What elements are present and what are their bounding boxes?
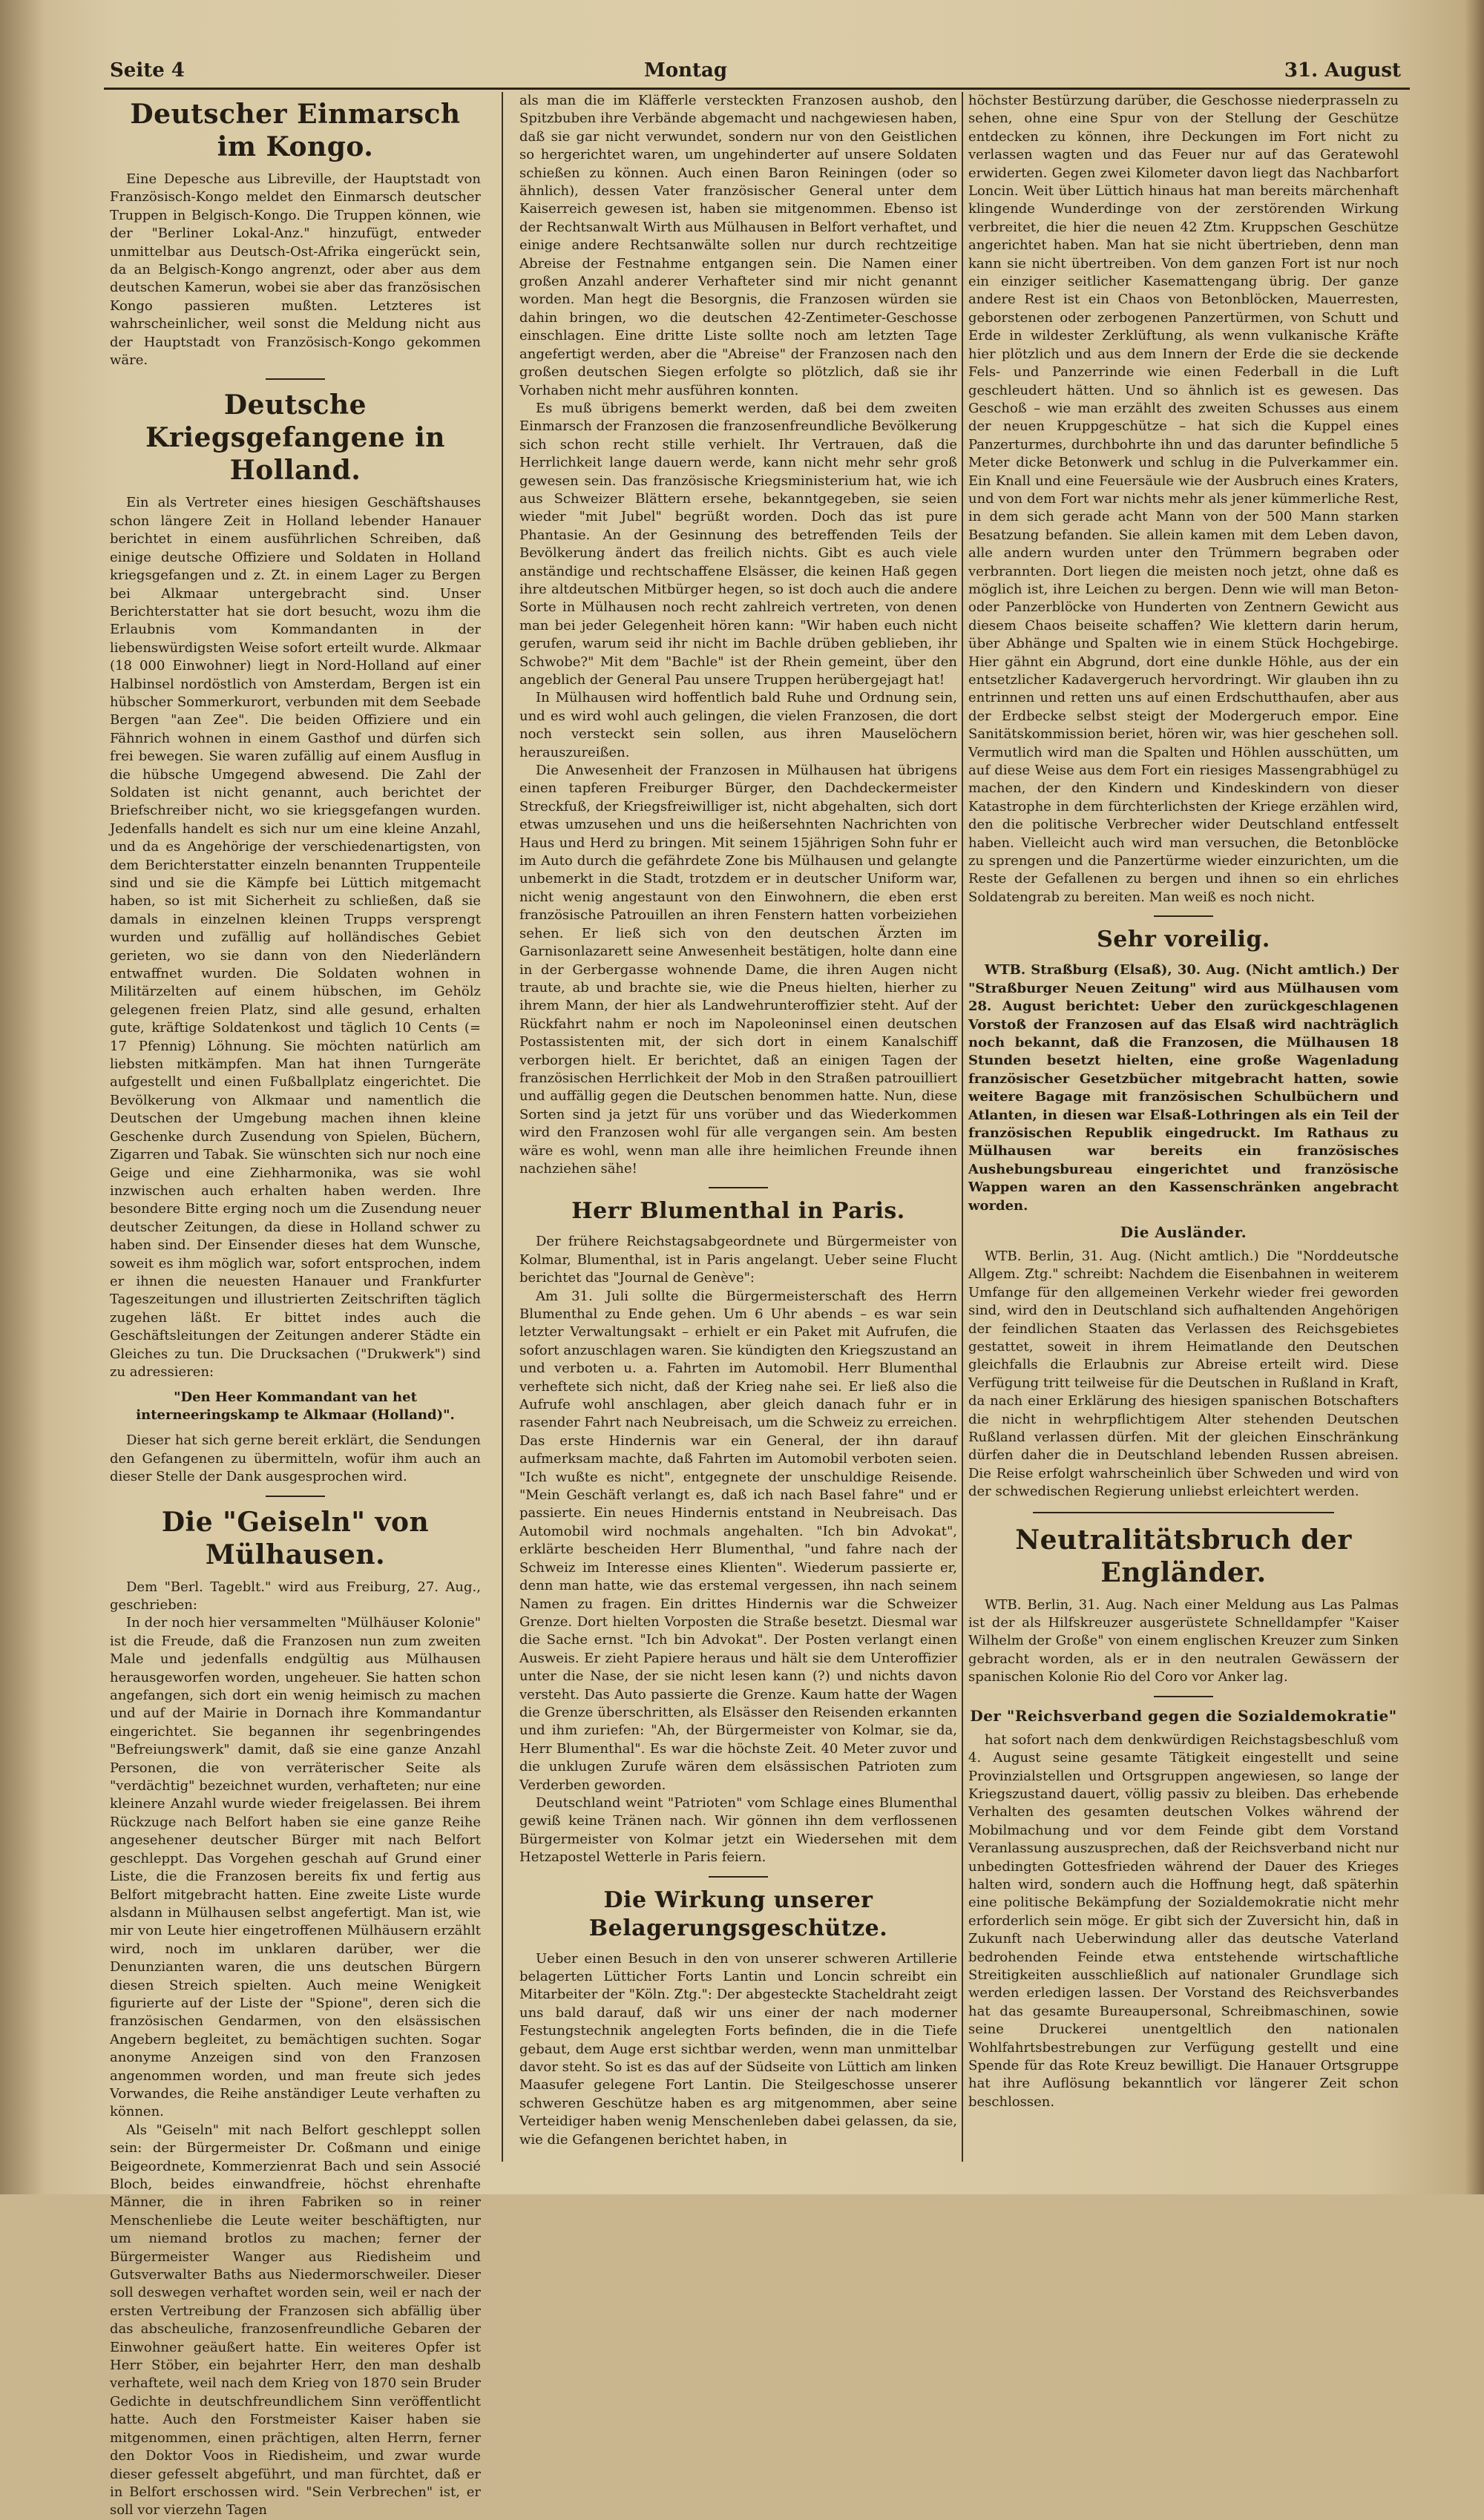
column-3 xyxy=(968,92,1399,2162)
article-headline: Deutscher Einmarsch im Kongo. xyxy=(130,99,461,162)
article-paragraph: Dieser hat sich gerne bereit erklärt, die Sendungen den Gefangenen zu übermitteln, wofür ihm auch an dieser Stelle der Dank ausgesprochen wird. xyxy=(110,1432,481,1485)
article-headline: Sehr voreilig. xyxy=(1097,927,1270,953)
article-neutralitaetsbruch xyxy=(968,1524,1399,1687)
separator xyxy=(1033,1512,1334,1513)
article-paragraph: In der noch hier versammelten "Mülhäuser Kolonie" ist die Freude, daß die Franzosen nun zum zweiten Male und jedenfalls endgültig aus Mülhausen herausgeworfen worden, ungeheuer. Sie hatten schon angefangen, sich dort ein wenig heimisch zu machen und auf der Mairie in Dornach ihre Kommandantur eingerichtet. Sie begannen ihr segenbringendes "Befreiungswerk" damit, daß sie eine ganze Anzahl Personen, die von verräterischer Seite als "verdächtig" bezeichnet wurden, verhafteten; nur eine kleinere Anzahl wurde wieder freigelassen. Bei ihrem Rückzuge nach Belfort haben sie eine ganze Reihe angesehener deutscher Bürger mit nach Belfort geschleppt. Das Vorgehen geschah auf Grund einer Liste, die die Franzosen bereits fix und fertig aus Belfort mitgebracht hatten. Eine zweite Liste wurde alsdann in Mülhausen selbst angefertigt. Man ist, wie mir von Leute hier eingetroffenen Mülhäusern erzählt wird, noch im unklaren darüber, wer die Denunzianten waren, die uns deutschen Bürgern diesen Streich spielten. Auch meine Wenigkeit figurierte auf der Liste der "Spione", deren sich die französischen Gendarmen, von den elsässischen Angebern begleitet, zu bemächtigen suchten. Sogar anonyme Anzeigen sind von den Franzosen angenommen worden, und man freute sich jedes Vorwandes, die Reihe anständiger Leute verhaften zu können. xyxy=(110,1615,481,2120)
article-blumenthal xyxy=(519,1197,957,1866)
page-shadow-left xyxy=(0,0,45,2194)
article-headline: Neutralitätsbruch der Engländer. xyxy=(1015,1524,1352,1588)
article-kongo xyxy=(110,98,481,369)
article-paragraph: Die Anwesenheit der Franzosen in Mülhausen hat übrigens einen tapferen Freiburger Bürger, den Dachdeckermeister Streckfuß, der Kriegsfreiwilliger ist, nicht abgehalten, sich dort etwas umzusehen und uns die heißersehnten Nachrichten von Haus und Herd zu bringen. Mit seinem 15jährigen Sohn fuhr er im Auto durch die gefährdete Zone bis Mülhausen und gelangte unbemerkt in die Stadt, trotzdem er in deutscher Uniform war, nicht wenig angestaunt von den Einwohnern, die eben erst französische Patrouillen an ihren Fenstern hatten vorbeiziehen sehen. Er ließ sich von den deutschen Ärzten im Garnisonlazarett seine Anwesenheit bestätigen, holte dann eine in der Gerbergasse wohnende Dame, die ihren Augen nicht traute, ab und brachte sie, wie die Pneus hielten, hierher zu ihrem Mann, der hier als Landwehrunteroffizier steht. Auf der Rückfahrt nahm er noch im Napoleoninsel einen deutschen Postassistenten mit, der sich dort in einem Kanalschiff verborgen hielt. Er berichtet, daß an einigen Tagen der französischen Herrlichkeit der Mob in den Straßen patrouilliert und auffällig gegen die Deutschen benommen hatte. Nun, diese Sorten sind ja jetzt für uns vorüber und das Wiederkommen wird den Franzosen wohl für alle vergangen sein. Am besten wäre es wohl, wenn man alle ihre heimlichen Freunde ihnen nachziehen sähe! xyxy=(519,763,957,1177)
article-belagerungsgeschuetze-continued xyxy=(968,92,1399,907)
article-paragraph: Am 31. Juli sollte die Bürgermeisterschaft des Herrn Blumenthal zu Ende gehen. Um 6 Uhr abends – es war sein letzter Verwaltungsakt – erhielt er ein Paket mit Aufrufen, die sofort anzuschlagen waren. Sie kündigten den Kriegszustand an und verboten u. a. Fahrten im Automobil. Herr Blumenthal verheftete sich nicht, daß der Krieg nahe sei. Er ließ also die Aufrufe wohl anschlagen, aber gleich danach fuhr er in rasender Fahrt nach Neubreisach, um die Schweiz zu erreichen. Das erste Hindernis war ein General, der ihn darauf aufmerksam machte, daß Fahrten im Automobil verboten seien. "Ich wußte es nicht", entgegnete der unschuldige Reisende. "Mein Geschäft verlangt es, daß ich nach Basel fahre" und er passierte. Ein neues Hindernis entstand in Neubreisach. Das Automobil wird nochmals angehalten. "Ich bin Advokat", erklärte bescheiden Herr Blumenthal, "und fahre nach der Schweiz im Interesse eines Klienten". Wiederum passierte er, denn man hatte, wie das erstemal vergessen, ihn nach seinem Namen zu fragen. Ein drittes Hindernis war die Schweizer Grenze. Dort hielten Vorposten die Straße besetzt. Diesmal war die Sache ernst. "Ich bin Advokat". Der Posten verlangt einen Ausweis. Er zieht Papiere heraus und hält sie dem Unteroffizier unter die Nase, der sie nicht lesen kann (?) und nichts davon versteht. Das Auto passierte die Grenze. Kaum hatte der Wagen die Grenze überschritten, als Elsässer den Reisenden erkannten und ihm zuriefen: "Ah, der Bürgermeister von Kolmar, sie da, Herr Blumenthal". Es war die höchste Zeit. 40 Meter zuvor und die unklugen Zurufe wären dem elsässischen Patrioten zum Verderben geworden. xyxy=(519,1288,957,1793)
article-headline: Die "Geiseln" von Mülhausen. xyxy=(161,1506,430,1570)
article-paragraph: Eine Depesche aus Libreville, der Hauptstadt von Französisch-Kongo meldet den Einmarsch deutscher Truppen in Belgisch-Kongo. Die Truppen können, wie der "Berliner Lokal-Anz." hinzufügt, entweder unmittelbar aus Deutsch-Ost-Afrika eingerückt sein, da an Belgisch-Kongo angrenzt, oder aber aus dem deutschen Kamerun, wobei sie aber das französischen Kongo passieren mußten. Letzteres ist wahrscheinlicher, weil sonst die Meldung nicht aus der Hauptstadt von Französisch-Kongo gekommen wäre. xyxy=(110,171,481,369)
article-headline: Der "Reichsverband gegen die Sozialdemokratie" xyxy=(970,1706,1397,1725)
address-quote: "Den Heer Kommandant van het interneeringskamp te Alkmaar (Holland)". xyxy=(136,1389,455,1424)
article-paragraph: Der frühere Reichstagsabgeordnete und Bürgermeister von Kolmar, Blumenthal, ist in Paris angelangt. Ueber seine Flucht berichtet das "Journal de Genève": xyxy=(519,1234,957,1286)
column-rule-2 xyxy=(962,92,963,2162)
article-paragraph: Deutschland weint "Patrioten" vom Schlage eines Blumenthal gewiß keine Tränen nach. Wir gönnen ihn dem verflossenen Bürgermeister von Kolmar jetzt ein Wiedersehen mit dem Hetzapostel Wetterle in Paris feiern. xyxy=(519,1794,957,1866)
article-kriegsgefangene xyxy=(110,389,481,1486)
column-2 xyxy=(519,92,957,2162)
page-number: Seite 4 xyxy=(110,59,185,82)
article-paragraph: Als "Geiseln" mit nach Belfort geschleppt sollen sein: der Bürgermeister Dr. Coßmann und einige Beigeordnete, Kommerzienrat Bach und sein Associé Bloch, beides einwandfreie, höchst ehrenhafte Männer, die in ihren Fabriken so in reiner Menschenliebe die Leute weiter beschäftigten, nur um niemand brotlos zu machen; ferner der Bürgermeister Wanger aus Riedisheim und Gutsverwalter Baths aus Niedermorschweiler. Dieser soll deswegen verhaftet worden sein, weil er nach der ersten Vertreibung der Franzosen sich abfällig über das abscheuliche, franzosenfreundliche Gebaren der Einwohner geäußert hatte. Ein weiteres Opfer ist Herr Stöber, ein bejahrter Herr, den man deshalb verhaftete, weil nach dem Krieg von 1870 sein Bruder Gedichte in deutschfreundlichem Sinn veröffentlicht hatte. Auch den Forstmeister Kaiser haben sie mitgenommen, einen prächtigen, alten Herrn, ferner den Doktor Voos in Riedisheim, und zwar wurde dieser gefesselt abgeführt, und man fürchtet, daß er in Belfort erschossen wird. "Sein Verbrechen" ist, er soll vor vierzehn Tagen xyxy=(110,2122,481,2519)
article-headline: Die Wirkung unserer Belagerungsgeschütze. xyxy=(588,1886,888,1941)
separator xyxy=(1154,1696,1213,1697)
article-paragraph: In Mülhausen wird hoffentlich bald Ruhe und Ordnung sein, und es wird wohl auch gelingen, die vielen Franzosen, die dort noch versteckt sein sollen, aus ihren Mauselöchern herauszureißen. xyxy=(519,690,957,760)
article-paragraph: WTB. Berlin, 31. Aug. (Nicht amtlich.) Die "Norddeutsche Allgem. Ztg." schreibt: Nachdem die Eisenbahnen in weiterem Umfange für den allgemeinen Verkehr wieder frei geworden sind, wird den in Deutschland sich aufhaltenden Angehörigen der feindlichen Staaten das Verlassen des Reichsgebietes gestattet, soweit in ihrem Heimatlande den Deutschen gleichfalls die Erlaubnis zur Abreise erteilt wird. Diese Verfügung tritt teilweise für die Deutschen in Rußland in Kraft, da nach einer Erklärung des hiesigen spanischen Botschafters die nicht in wehrpflichtigem Alter stehenden Deutschen Rußland verlassen dürfen. Mit der gleichen Einschränkung dürfen daher die in Deutschland lebenden Russen abreisen. Die Reise erfolgt wahrscheinlich über Schweden und wird von der schwedischen Regierung unliebst erleichtert werden. xyxy=(968,1248,1399,1500)
article-paragraph: WTB. Berlin, 31. Aug. Nach einer Meldung aus Las Palmas ist der als Hilfskreuzer ausgerüstete Schnelldampfer "Kaiser Wilhelm der Große" von einem englischen Kreuzer zum Sinken gebracht worden, als er in den neutralen Gewässern der spanischen Kolonie Rio del Coro vor Anker lag. xyxy=(968,1596,1399,1685)
article-reichsverband xyxy=(968,1706,1399,2112)
article-paragraph: Ein als Vertreter eines hiesigen Geschäftshauses schon längere Zeit in Holland lebender Hanauer berichtet in einem ausführlichen Schreiben, daß einige deutsche Offiziere und Soldaten in Holland kriegsgefangen und z. Zt. in einem Lager zu Bergen bei Alkmaar untergebracht sind. Unser Berichterstatter hat sie dort besucht, wozu ihm die Erlaubnis vom Kommandanten in der liebenswürdigsten Weise sofort erteilt wurde. Alkmaar (18 000 Einwohner) liegt in Nord-Holland auf einer Halbinsel nordöstlich von Amsterdam, Bergen ist ein hübscher Sommerkurort, verbunden mit dem Seebade Bergen "aan Zee". Die beiden Offiziere und ein Fähnrich wohnen in einem Gasthof und dürfen sich frei bewegen. Sie waren zufällig auf einem Ausflug in die hübsche Umgegend abwesend. Die Zahl der Soldaten ist nicht genannt, auch berichtet der Briefschreiber nicht, wo sie kriegsgefangen wurden. Jedenfalls handelt es sich nur um eine kleine Anzahl, und da es Angehörige der verschiedenartigsten, von dem Berichterstatter einzeln benannten Truppenteile sind und sie die Kämpfe bei Lüttich mitgemacht haben, so ist mit Sicherheit zu schließen, daß sie damals in einzelnen kleinen Trupps versprengt wurden und zufällig auf holländisches Gebiet gerieten, wo sie dann von den Niederländern entwaffnet wurden. Die Soldaten wohnen in Militärzelten auf einem hübschen, im Gehölz gelegenen freien Platz, sind alle gesund, erhalten gute, kräftige Soldatenkost und täglich 10 Cents (= 17 Pfennig) Löhnung. Sie möchten natürlich am liebsten mitkämpfen. Man hat ihnen Turngeräte aufgestellt und einen Fußballplatz eingerichtet. Die Bevölkerung von Alkmaar und namentlich die Deutschen der Umgebung machen ihnen kleine Geschenke durch Zusendung von Spielen, Büchern, Zigarren und Tabak. Sie wünschten sich nur noch eine Geige und eine Ziehharmonika, was sie wohl inzwischen auch erhalten haben werden. Ihre besondere Bitte erging noch um die Zusendung neuer deutscher Zeitungen, da diese in Holland schwer zu haben sind. Der Einsender dieses hat dem Wunsche, soweit es ihm möglich war, sofort entsprochen, indem er ihnen die neuesten Hanauer und Frankfurter Tageszeitungen und illustrierten Zeitschriften täglich zugehen läßt. Er bittet indes auch die Geschäftsleitungen der Zeitungen anderer Städte ein Gleiches zu tun. Die Drucksachen ("Drukwerk") sind zu adressieren: xyxy=(110,495,481,1380)
column-rule-1 xyxy=(502,92,503,2162)
article-belagerungsgeschuetze xyxy=(519,1886,957,2149)
article-geiseln xyxy=(110,1506,481,2520)
article-headline: Deutsche Kriegsgefangene in Holland. xyxy=(145,389,445,487)
article-sehr-voreilig xyxy=(968,926,1399,1215)
article-paragraph: hat sofort nach dem denkwürdigen Reichstagsbeschluß vom 4. August seine gesamte Tätigkeit eingestellt und seine Provinzialstellen und Ortsgruppen angewiesen, so lange der Kriegszustand dauert, völlig passiv zu bleiben. Das erhebende Verhalten des gesamten deutschen Volkes während der Mobilmachung und vor dem Feinde gibt dem Vorstand Veranlassung auszusprechen, daß der Reichsverband nicht nur unbedingten Gottesfrieden während der Dauer des Krieges halten wird, sondern auch die Hoffnung hegt, daß späterhin eine politische Bekämpfung der Sozialdemokratie nicht mehr erforderlich sein möge. Er gibt sich der Zuversicht hin, daß in Zukunft nach Ueberwindung aller das deutsche Vaterland bedrohenden Feinde etwa entstehende wirtschaftliche Streitigkeiten ausschließlich auf nationaler Grundlage sich werden erledigen lassen. Der Vorstand des Reichsverbandes hat das gesamte Bureaupersonal, Schreibmaschinen, sowie seine Druckerei unentgeltlich den nationalen Wohlfahrtsbestrebungen zur Verfügung gestellt und eine Spende für das Rote Kreuz bewilligt. Die Hanauer Ortsgruppe hat ihre Auflösung bekanntlich vor längerer Zeit schon beschlossen. xyxy=(968,1731,1399,2110)
article-headline: Die Ausländer. xyxy=(1120,1223,1247,1241)
separator xyxy=(1154,915,1213,917)
page-shadow-right xyxy=(1465,0,1484,2194)
weekday: Montag xyxy=(644,59,728,82)
page-header xyxy=(110,59,1401,86)
article-paragraph: WTB. Straßburg (Elsaß), 30. Aug. (Nicht amtlich.) Der "Straßburger Neuen Zeitung" wird aus Mülhausen vom 28. August berichtet: Ueber den zurückgeschlagenen Vorstoß der Franzosen auf das Elsaß wird nachträglich noch bekannt, daß die Franzosen, die Mülhausen 18 Stunden besetzt hielten, eine große Wagenladung französischer Gesetzbücher mitgebracht hatten, sowie weitere Bagage mit französischen Schulbüchern und Atlanten, in diesen war Elsaß-Lothringen als ein Teil der französischen Republik eingedruckt. Im Rathaus zu Mülhausen war bereits ein französisches Aushebungsbureau eingerichtet und französische Wappen waren an den Kassenschränken angebracht worden. xyxy=(968,962,1399,1214)
article-paragraph: Es muß übrigens bemerkt werden, daß bei dem zweiten Einmarsch der Franzosen die franzosenfreundliche Bevölkerung sich schon recht stille verhielt. Ihr Vertrauen, daß die Herrlichkeit lange dauern werde, kann nicht mehr sehr groß gewesen sein. Das französische Kriegsministerium hat, wie ich aus Schweizer Blättern ersehe, bekanntgegeben, sie seien wieder "mit Jubel" begrüßt worden. Doch das ist pure Phantasie. An der Gesinnung des betreffenden Teils der Bevölkerung ändert das freilich nichts. Gibt es auch viele anständige und rechtschaffene Elsässer, die keinen Haß gegen ihre altdeutschen Mitbürger hegen, so ist doch auch die andere Sorte in Mülhausen noch recht zahlreich vertreten, von denen man bei jeder Gelegenheit hören kann: "Wir haben euch nicht gerufen, warum seid ihr nicht im Bachle drüben geblieben, ihr Schwobe?" Mit dem "Bachle" ist der Rhein gemeint, über den angeblich der General Pau unsere Truppen herübergejagt hat! xyxy=(519,400,957,688)
issue-date: 31. August xyxy=(1284,59,1401,82)
separator xyxy=(709,1876,768,1878)
header-rule xyxy=(104,88,1410,90)
article-paragraph: Dem "Berl. Tageblt." wird aus Freiburg, 27. Aug., geschrieben: xyxy=(110,1579,481,1613)
separator xyxy=(709,1187,768,1188)
article-geiseln-continued xyxy=(519,92,957,1178)
article-paragraph: Ueber einen Besuch in den von unserer schweren Artillerie belagerten Lütticher Forts Lantin und Loncin schreibt ein Mitarbeiter der "Köln. Ztg.": Der abgesteckte Stacheldraht zeigt uns bald darauf, daß wir uns einer der nach moderner Festungstechnik angelegten Forts befinden, die in die Tiefe gebaut, dem Auge erst sichtbar werden, wenn man unmittelbar davor steht. So ist es das auf der Südseite von Lüttich am linken Maasufer gelegene Fort Lantin. Die Steilgeschosse unserer schweren Geschütze haben es arg mitgenommen, aber seine Verteidiger haben wenig Menschenleben dabei gelassen, da sie, wie die Gefangenen berichtet haben, in xyxy=(519,1950,957,2148)
article-auslaender xyxy=(968,1223,1399,1501)
article-headline: Herr Blumenthal in Paris. xyxy=(571,1198,905,1225)
separator xyxy=(266,1496,325,1497)
column-1 xyxy=(110,92,481,2519)
separator xyxy=(266,378,325,380)
article-paragraph: als man die im Kläfferle versteckten Franzosen aushob, den Spitzbuben ihre Verbände abgemacht und nachgewiesen haben, daß sie gar nicht verwundet, sondern nur von den Geistlichen so hergerichtet waren, um ungehinderter auf unsere Soldaten schießen zu können. Auch einen Baron Reiningen (oder so ähnlich), dessen Vater französischer General unter dem Kaiserreich gewesen ist, haben sie mitgenommen. Ebenso ist der Rechtsanwalt Wirth aus Mülhausen in Belfort verhaftet, und einige andere Rechtsanwälte sollen nur durch rechtzeitige Abreise der Festnahme entgangen sein. Die Namen einer großen Anzahl anderer Verhafteter sind mir nicht genannt worden. Man hegt die Besorgnis, die Franzosen würden sie dahin bringen, wo die deutschen 42-Zentimeter-Geschosse einschlagen. Eine dritte Liste sollte noch am letzten Tage angefertigt werden, aber die "Abreise" der Franzosen nach den großen deutschen Siegen erfolgte so plötzlich, daß sie ihr Vorhaben nicht mehr ausführen konnten. xyxy=(519,93,957,398)
article-paragraph: höchster Bestürzung darüber, die Geschosse niederprasseln zu sehen, ohne eine Spur von der Stellung der Geschütze entdecken zu können, ihre Deckungen im Fort nicht zu verlassen wagten und das Feuer nur auf das Geratewohl erwiderten. Gegen zwei Kilometer davon liegt das Nachbarfort Loncin. Weit über Lüttich hinaus hat man bereits märchenhaft klingende Wunderdinge von der zerstörenden Wirkung verbreitet, die hier die neuen 42 Ztm. Kruppschen Geschütze angerichtet haben. Man hat sie nicht übertrieben, denn man kann sie nicht übertreiben. Von dem ganzen Fort ist nur noch ein einziger seitlicher Kasemattengang übrig. Der ganze andere Rest ist ein Chaos von Betonblöcken, Mauerresten, geborstenen oder zerbogenen Panzertürmen, von Schutt und Erde in wildester Zerklüftung, als wenn vulkanische Kräfte hier plötzlich und aus dem Innern der Erde die sie deckende Fels- und Panzerrinde wie einen Federball in die Luft geschleudert hätten. Und so ähnlich ist es gewesen. Das Geschoß – wie man erzählt des zweiten Schusses aus einem der neuen Kruppgeschütze – hat sich die Kuppel eines Panzerturmes, durchbohrte ihn und das darunter befindliche 5 Meter dicke Betonwerk und schlug in die Pulverkammer ein. Ein Knall und eine Feuersäule wie der Ausbruch eines Kraters, und von dem Fort war nichts mehr als jener kümmerliche Rest, in dem sich gerade acht Mann von der 500 Mann starken Besatzung befanden. Sie allein kamen mit dem Leben davon, alle andern wurden unter den Trümmern begraben oder verbrannten. Dort liegen die meisten noch jetzt, ohne daß es möglich ist, ihre Leichen zu bergen. Denn wie will man Beton- oder Panzerblöcke von Hunderten von Zentnern Gewicht aus diesem Chaos beiseite schaffen? Wie klettern darin herum, über Abhänge und Spalten wie in einem Stück Hochgebirge. Hier gähnt ein Abgrund, dort eine dunkle Höhle, aus der ein entsetzlicher Kadavergeruch hervordringt. Wir glauben ihn zu entrinnen und retten uns auf einen Erdschutthaufen, aber aus der Erdbecke selbst steigt der Modergeruch empor. Eine Sanitätskommission beriet, hören wir, was hier geschehen soll. Vermutlich wird man die Spalten und Höhlen ausschütten, um auf diese Weise aus dem Fort ein riesiges Massengrabhügel zu machen, der den Kindern und Kindeskindern von dieser Katastrophe in dem fürchterlichsten der Kriege erzählen wird, den die politische Verbrecher wider Deutschland entfesselt haben. Vielleicht auch wird man versuchen, die Betonblöcke zu sprengen und die Panzertürme wieder einzurichten, um die Reste der Gefallenen zu bergen und ihnen so ein ehrliches Soldatengrab zu bereiten. Man weiß es noch nicht. xyxy=(968,93,1399,905)
